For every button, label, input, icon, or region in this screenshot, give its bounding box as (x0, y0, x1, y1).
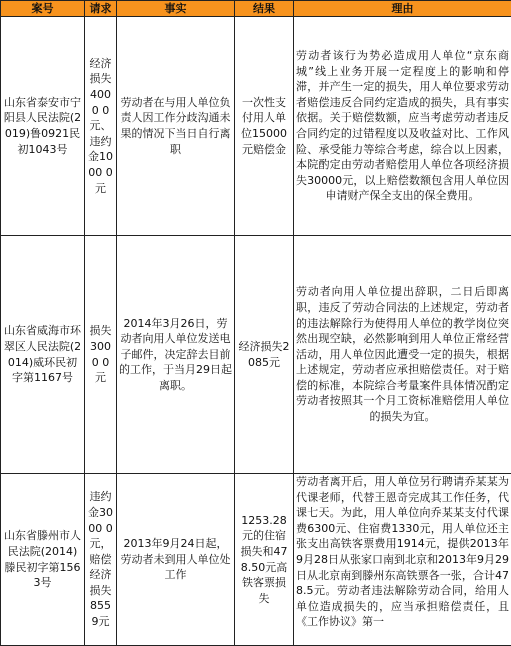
case-no-cell: 山东省泰安市宁阳县人民法院(2019)鲁0921民初1043号 (1, 17, 85, 236)
result-cell: 经济损失2085元 (235, 236, 294, 474)
table-row (1, 17, 511, 236)
header-row (1, 1, 511, 17)
facts-cell: 劳动者在与用人单位负责人因工作分歧沟通未果的情况下当日自行离职 (117, 17, 235, 236)
header-case-no: 案号 (1, 1, 85, 17)
result-cell: 1253.28元的住宿损失和478.50元高铁客票损失 (235, 474, 294, 646)
request-cell: 损失3000 0元 (85, 236, 117, 474)
header-result: 结果 (235, 1, 294, 17)
header-facts: 事实 (117, 1, 235, 17)
facts-cell: 2013年9月24日起，劳动者未到用人单位处工作 (117, 474, 235, 646)
header-request: 请求 (85, 1, 117, 17)
table-row (1, 236, 511, 474)
reason-cell: 劳动者离开后，用人单位另行聘请乔某某为代课老师，代替王恩奇完成其工作任务，代课七天。为此，用人单位向乔某某支付代课费6300元、住宿费1330元，用人单位还主张支出高铁客票费用1914元，提供2013年9月28日从张家口南到北京和2013年9月29日从北京南到滕州东高铁票各一张，合计478.5元。劳动者违法解除劳动合同，给用人单位造成损失的，应当承担赔偿责任，且《工作协议》第一 (294, 474, 511, 646)
request-cell: 违约金3000 0元，赔偿经济损失8559元 (85, 474, 117, 646)
request-cell: 经济损失4000 0元、违约金1000 0元 (85, 17, 117, 236)
case-no-cell: 山东省滕州市人民法院(2014)滕民初字第1563号 (1, 474, 85, 646)
facts-cell: 2014年3月26日，劳动者向用人单位发送电子邮件，决定辞去目前的工作，于当月29日起离职。 (117, 236, 235, 474)
table-row (1, 474, 511, 646)
case-no-cell: 山东省威海市环翠区人民法院(2014)威环民初字第1167号 (1, 236, 85, 474)
result-cell: 一次性支付用人单位15000元赔偿金 (235, 17, 294, 236)
reason-cell: 劳动者向用人单位提出辞职，二日后即离职，违反了劳动合同法的上述规定，劳动者的违法解除行为使得用人单位的教学岗位突然出现空缺，必然影响到用人单位正常经营活动，用人单位因此遭受一定的损失，根据上述规定，劳动者应承担赔偿责任。对于赔偿的标准，本院综合考量案件具体情况酌定劳动者按照其一个月工资标准赔偿用人单位的损失为宜。 (294, 236, 511, 474)
reason-cell: 劳动者该行为势必造成用人单位“京东商城”线上业务开展一定程度上的影响和停滞，并产生一定的损失，用人单位要求劳动者赔偿违反合同约定造成的损失，具有事实依据。关于赔偿数额，应当考虑劳动者违反合同约定的过错程度以及收益对比、工作风险、承受能力等综合考虑，综合以上因素，本院酌定由劳动者赔偿用人单位各项经济损失30000元，以上赔偿数额包含用人单位因申请财产保全支出的保全费用。 (294, 17, 511, 236)
header-reason: 理由 (294, 1, 511, 17)
